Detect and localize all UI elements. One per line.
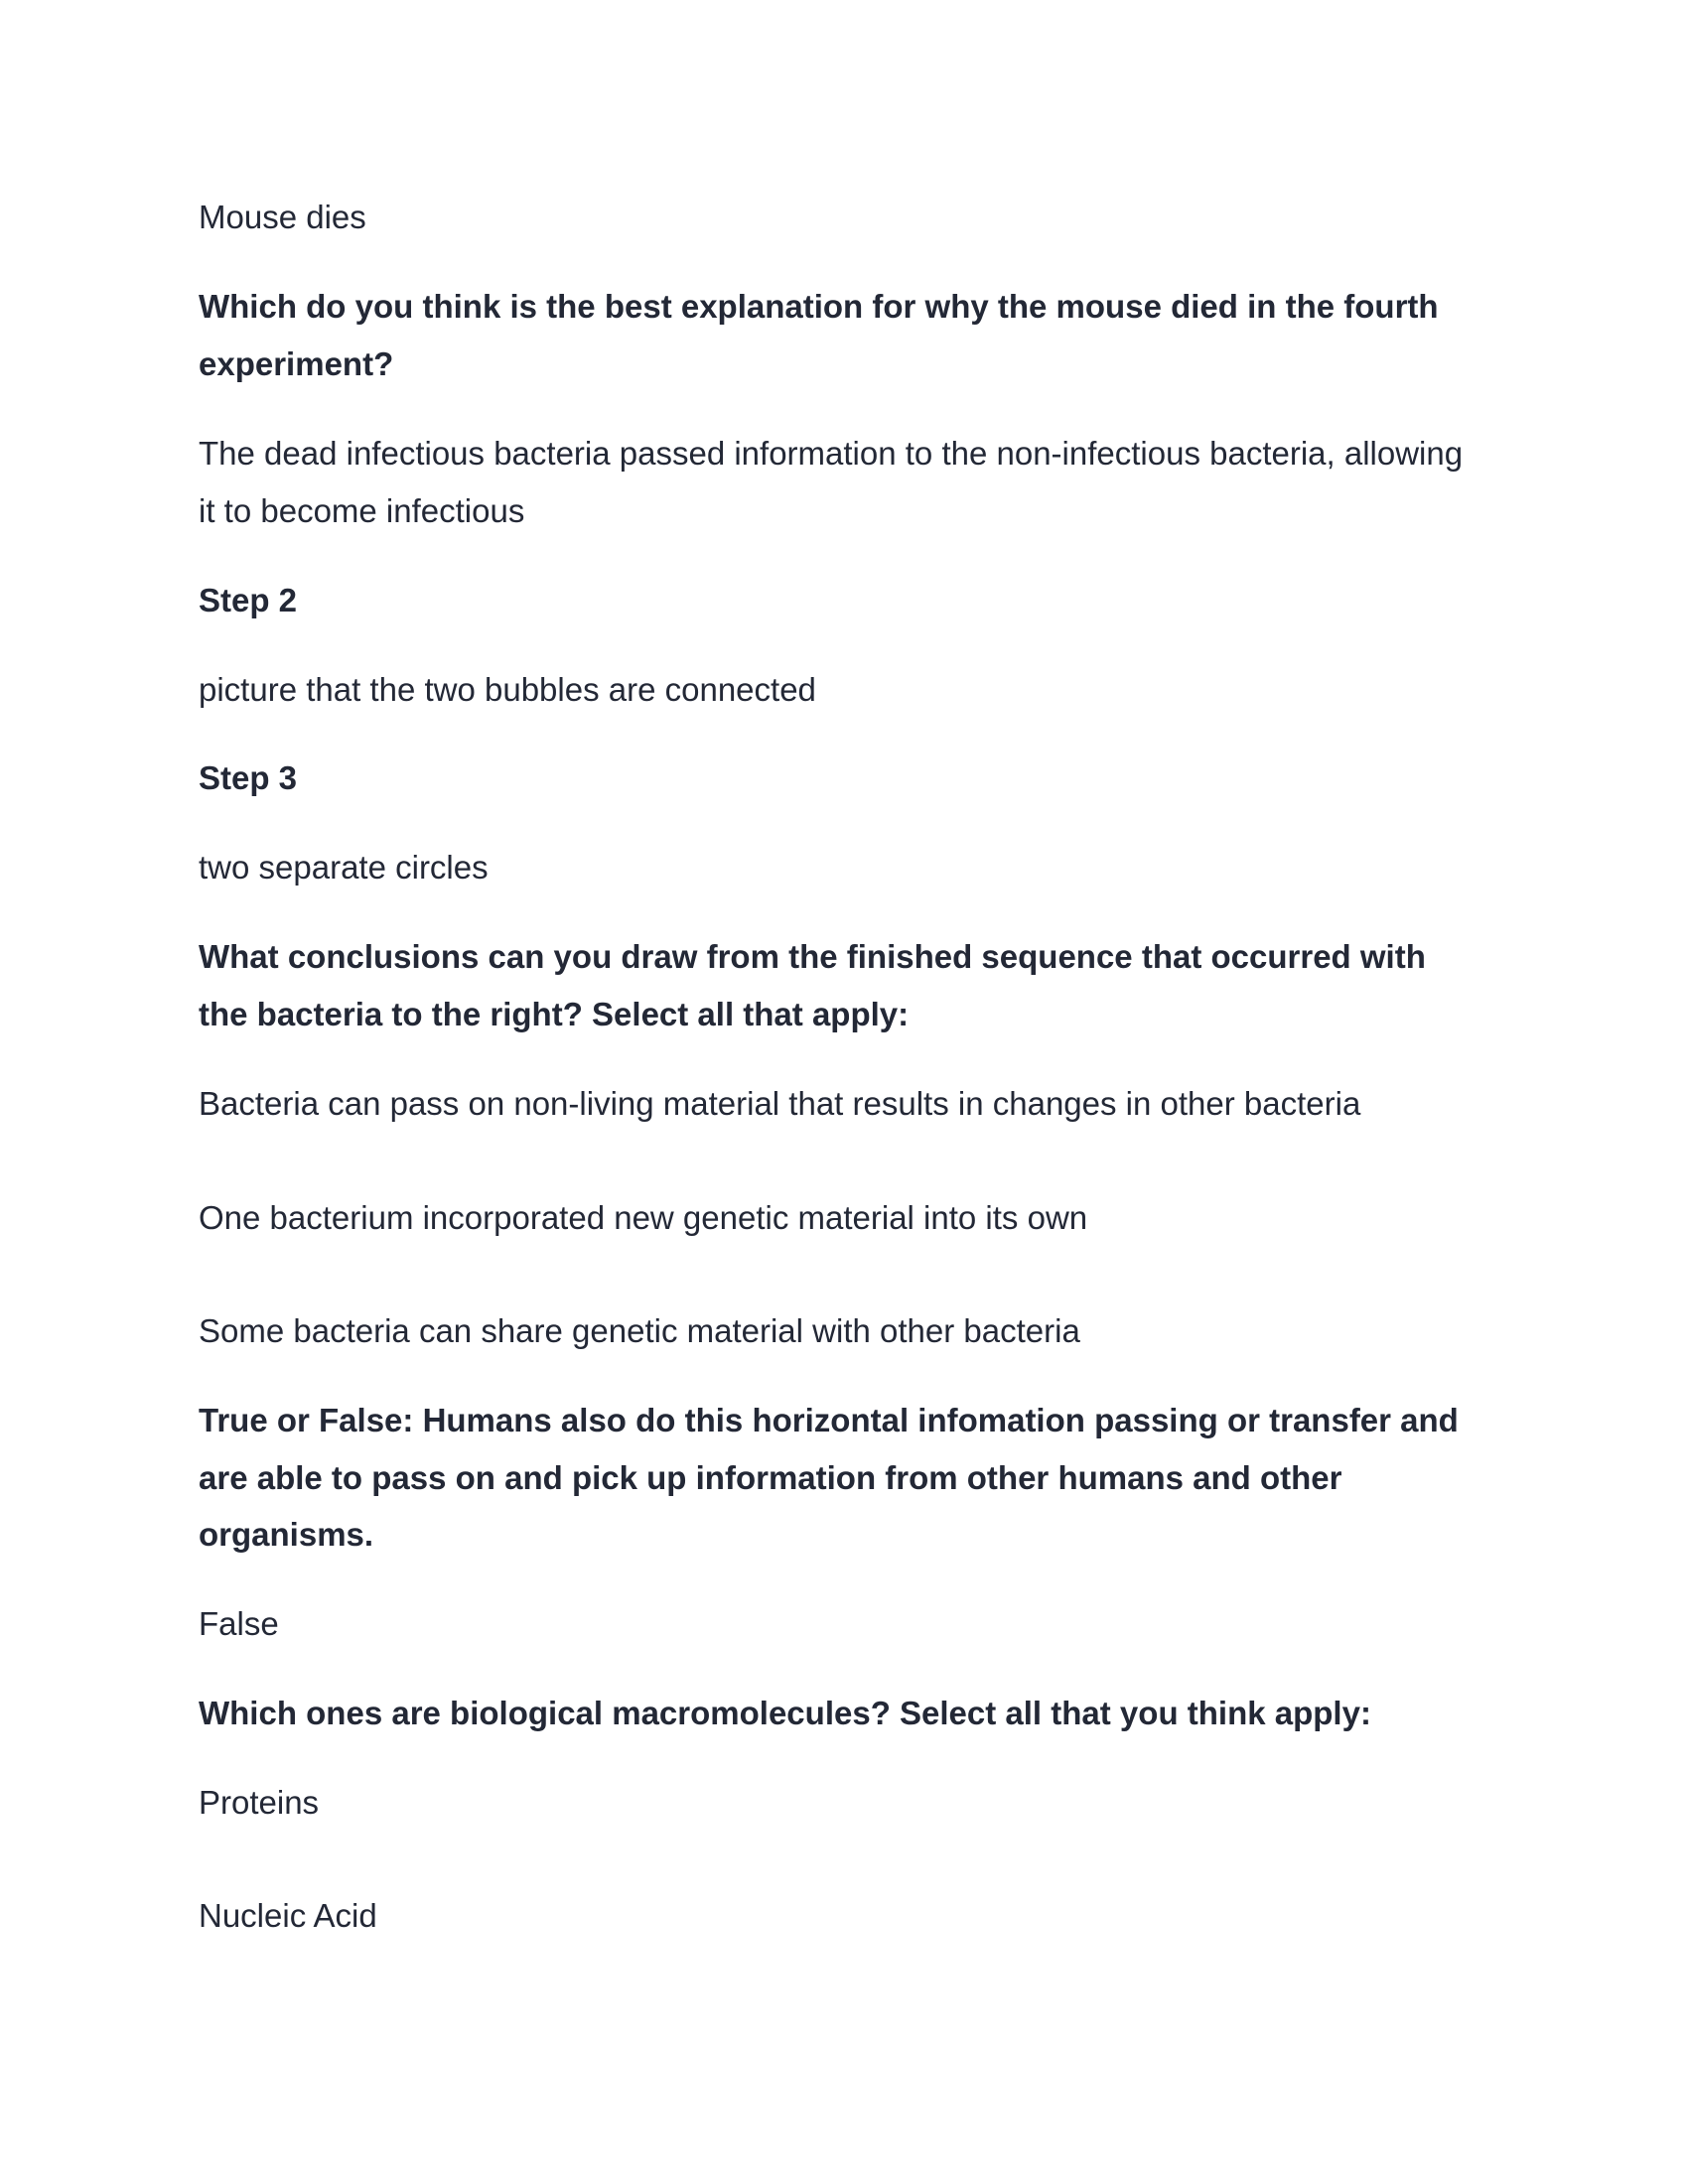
- answer-line: it to become infectious: [199, 492, 525, 529]
- question-line: Which ones are biological macromolecules? Select all that you think apply:: [199, 1695, 1371, 1731]
- step-3-text: two separate circles: [199, 849, 489, 886]
- answer-line: The dead infectious bacteria passed information to the non-infectious bacteria, allowing: [199, 435, 1464, 472]
- question-line: organisms.: [199, 1516, 374, 1553]
- question-line: experiment?: [199, 345, 394, 382]
- step-2-text: picture that the two bubbles are connected: [199, 671, 816, 708]
- answer-text: Mouse dies: [199, 199, 366, 235]
- answer-option: Some bacteria can share genetic material with other bacteria: [199, 1312, 1080, 1349]
- answer-option: Nucleic Acid: [199, 1897, 377, 1934]
- step-2-heading: Step 2: [199, 582, 298, 618]
- answer-option: Proteins: [199, 1784, 320, 1821]
- answer-option: Bacteria can pass on non-living material that results in changes in other bacteria: [199, 1085, 1361, 1122]
- question-line: What conclusions can you draw from the finished sequence that occurred with: [199, 938, 1426, 975]
- question-line: the bacteria to the right? Select all that apply:: [199, 996, 910, 1032]
- answer-text: False: [199, 1605, 279, 1642]
- question-line: are able to pass on and pick up information from other humans and other: [199, 1459, 1342, 1496]
- answer-option: One bacterium incorporated new genetic material into its own: [199, 1199, 1088, 1236]
- question-line: Which do you think is the best explanation for why the mouse died in the fourth: [199, 288, 1439, 325]
- question-line: True or False: Humans also do this horizontal infomation passing or transfer and: [199, 1402, 1459, 1438]
- step-3-heading: Step 3: [199, 759, 298, 796]
